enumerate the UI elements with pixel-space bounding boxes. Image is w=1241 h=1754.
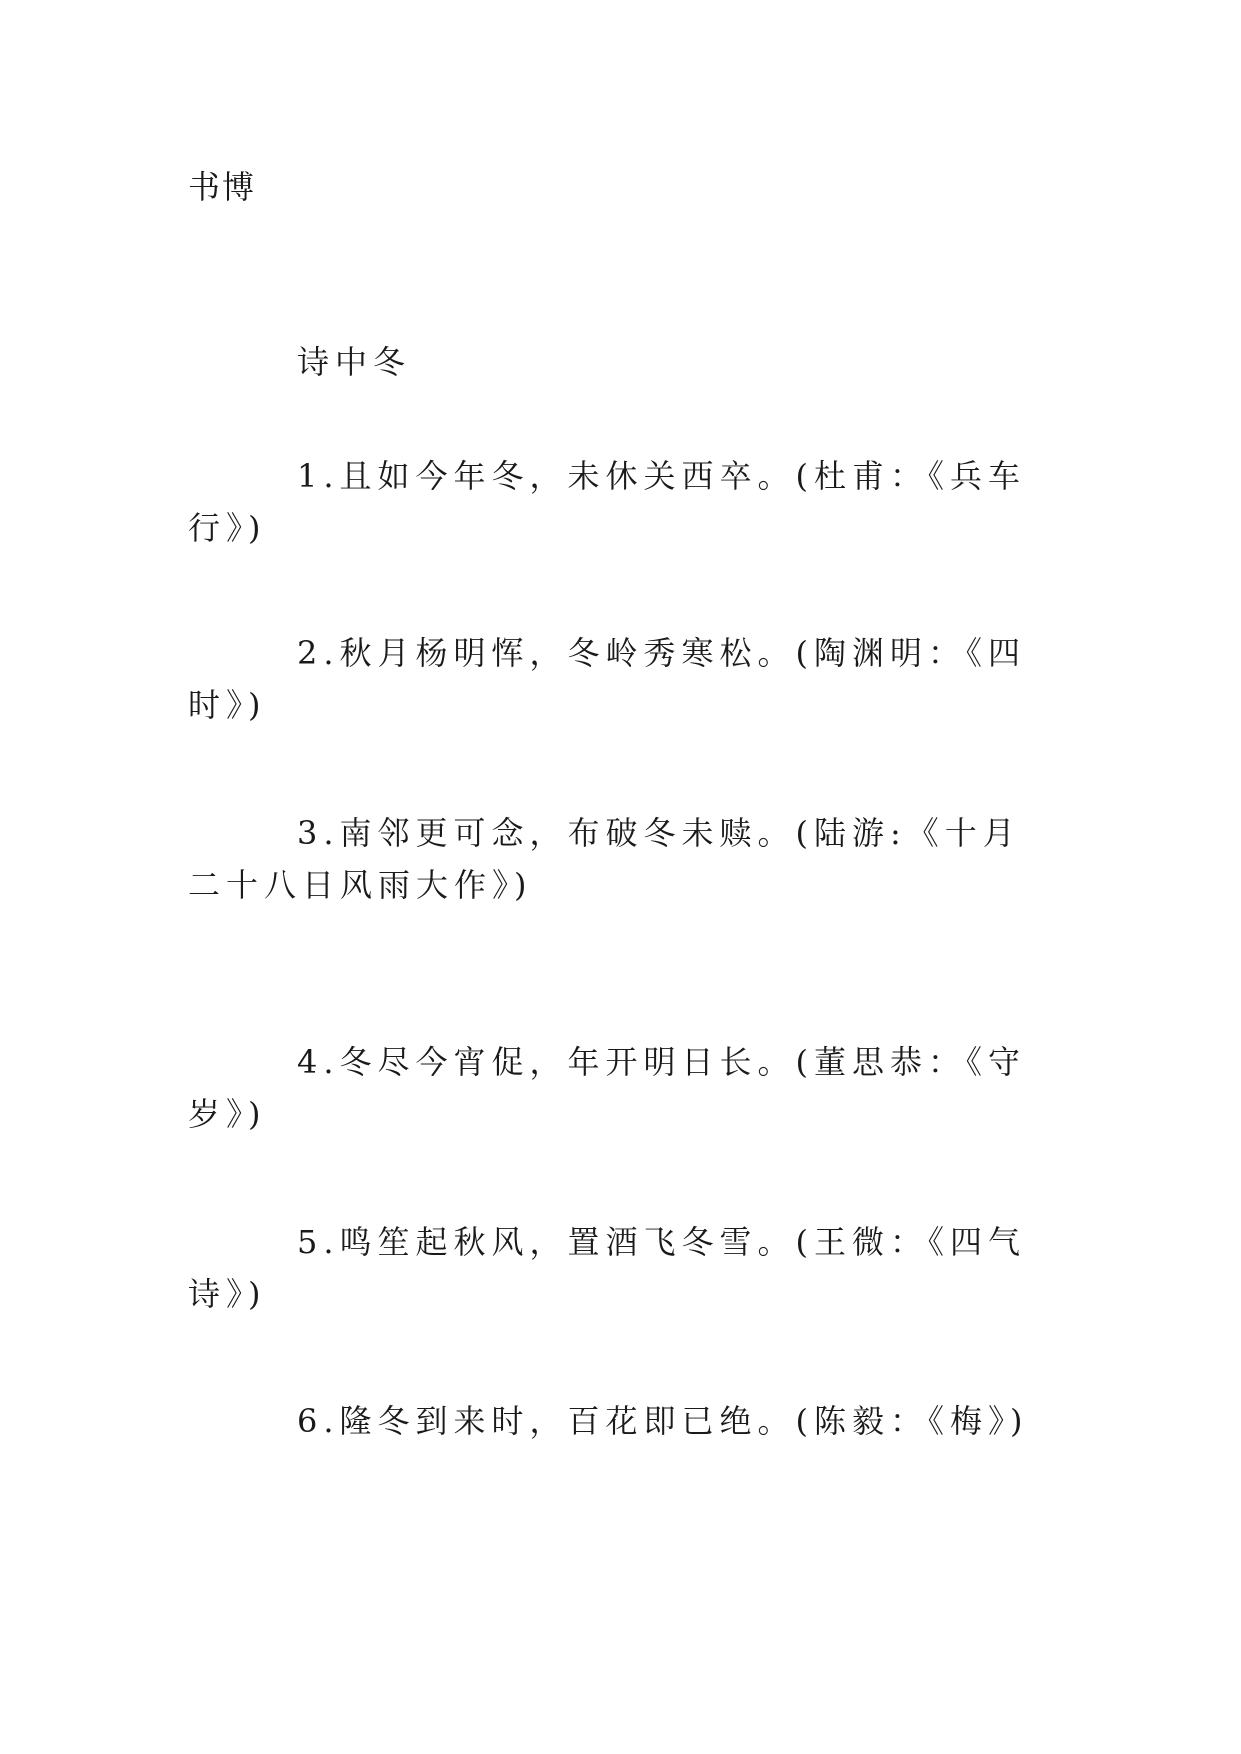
poem-line-5: 5.鸣笙起秋风，置酒飞冬雪。(王微：《四气诗》) [188,1223,1027,1313]
section-title: 诗中冬 [297,343,412,381]
poem-line-3: 3.南邻更可念，布破冬未赎。(陆游:《十月二十八日风雨大作》) [188,814,1021,904]
poem-line-6: 6.隆冬到来时，百花即已绝。(陈毅：《梅》) [297,1402,1029,1440]
poem-line-4: 4.冬尽今宵促，年开明日长。(董思恭：《守岁》) [188,1043,1027,1133]
page-header: 书博 [188,168,257,206]
poem-line-1: 1.且如今年冬，未休关西卒。(杜甫：《兵车行》) [188,457,1027,547]
poem-line-2: 2.秋月杨明恽，冬岭秀寒松。(陶渊明：《四时》) [188,634,1027,724]
